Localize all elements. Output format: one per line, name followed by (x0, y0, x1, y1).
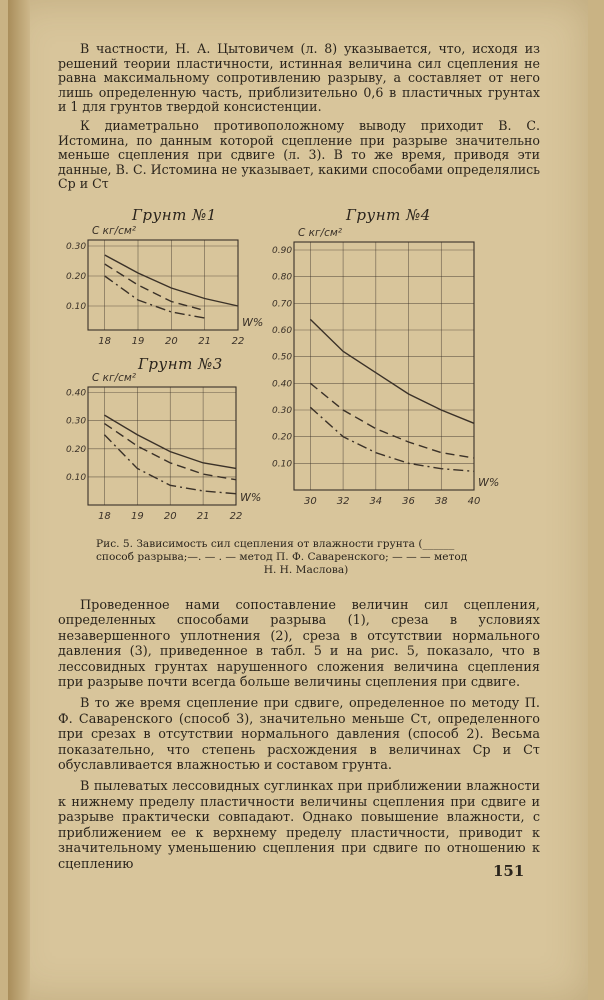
x-tick-label: 19 (131, 336, 145, 347)
bottom-text-block (58, 598, 540, 878)
figure-caption (96, 538, 516, 577)
y-tick-label: 0.20 (66, 444, 87, 455)
x-tick-label: 21 (198, 336, 212, 347)
x-tick-label: 20 (163, 511, 177, 522)
caption-line: Н. Н. Маслова) (263, 564, 349, 576)
x-tick-label: 34 (369, 496, 383, 507)
paragraph: В пылеватых лессовидных суглинках при приближении влажности к нижнему пределу пластичности величины сцепления при сдвиге и разрыве практически совпадают. Однако повышение влажности, с приближением ее к верхнему пределу пластичности, приводит к значительному уменьшению сцепления при сдвиге по отношению к сцеплению (58, 779, 540, 872)
x-tick-label: 36 (402, 496, 415, 507)
y-tick-label: 0.30 (66, 416, 87, 427)
caption-line: Рис. 5. Зависимость сил сцепления от влажности грунта (______ (96, 538, 455, 550)
y-tick-label: 0.10 (272, 459, 293, 470)
y-tick-label: 0.40 (272, 379, 293, 390)
y-tick-label: 0.90 (272, 246, 293, 256)
chart-title-soil-4: Грунт №4 (346, 206, 431, 224)
paragraph: К диаметрально противоположному выводу приходит В. С. Истомина, по данным которой сцепление при разрыве значительно меньше сцепления при сдвиге (л. 3). В то же время, приводя эти данные, В. С. Истомина не указывает, какими способами определялись Cр и Cτ (58, 117, 540, 192)
paragraph: В частности, Н. А. Цытовичем (л. 8) указывается, что, исходя из решений теории пластичности, истинная величина сил сцепления не равна максимальному сопротивлению разрыву, а составляет от него лишь определенную часть, приблизительно 0,6 в пластичных грунтах и 1 для грунтов твердой консистенции. (58, 41, 540, 115)
x-tick-label: 40 (467, 496, 481, 507)
chart-title-soil-3: Грунт №3 (138, 355, 223, 373)
x-tick-label: 18 (98, 336, 112, 347)
y-tick-label: 0.50 (272, 352, 293, 363)
y-tick-label: 0.30 (66, 242, 87, 252)
y-tick-label: 0.30 (272, 406, 293, 416)
x-axis-label: W% (240, 491, 262, 504)
paragraph: Проведенное нами сопоставление величин сил сцепления, определенных способами разрыва (1), среза в условиях незавершенного уплотнения (2), среза в отсутствии нормального давления (3), приведенное в табл. 5 и на рис. 5, показало, что в лессовидных грунтах нарушенного сложения величина сцепления при разрыве почти всегда больше величины сцепления при сдвиге. (58, 598, 540, 691)
y-axis-label: C кг/см² (298, 227, 342, 239)
x-tick-label: 32 (336, 496, 350, 507)
x-axis-label: W% (242, 316, 264, 329)
x-tick-label: 18 (98, 511, 111, 522)
x-axis-label: W% (478, 476, 500, 489)
x-tick-label: 20 (164, 336, 178, 347)
y-tick-label: 0.40 (66, 388, 87, 399)
x-tick-label: 30 (303, 496, 317, 507)
x-tick-label: 22 (229, 511, 243, 522)
y-axis-label: C кг/см² (92, 372, 136, 384)
caption-line: способ разрыва;—. — . — метод П. Ф. Саваренского; — — — метод (96, 551, 468, 563)
y-tick-label: 0.10 (66, 472, 87, 483)
page-number: 151 (493, 862, 525, 880)
y-tick-label: 0.20 (66, 272, 87, 282)
y-tick-label: 0.60 (272, 326, 293, 336)
top-text-block (58, 42, 540, 196)
y-axis-label: C кг/см² (92, 225, 136, 237)
y-tick-label: 0.80 (272, 272, 293, 283)
y-tick-label: 0.70 (272, 299, 293, 310)
x-tick-label: 19 (130, 511, 144, 522)
y-tick-label: 0.10 (66, 302, 87, 312)
paragraph: В то же время сцепление при сдвиге, определенное по методу П. Ф. Саваренского (способ 3), значительно меньше Cτ, определенного при срезах в отсутствии нормального давления (способ 2). Весьма показательно, что степень расхождения в величинах Cр и Cτ обуславливается влажностью и составом грунта. (58, 696, 540, 774)
book-spine (8, 0, 30, 1000)
x-tick-label: 38 (434, 496, 448, 507)
y-tick-label: 0.20 (272, 432, 293, 443)
chart-title-soil-1: Грунт №1 (132, 206, 217, 224)
x-tick-label: 21 (196, 511, 210, 522)
x-tick-label: 22 (231, 336, 245, 347)
